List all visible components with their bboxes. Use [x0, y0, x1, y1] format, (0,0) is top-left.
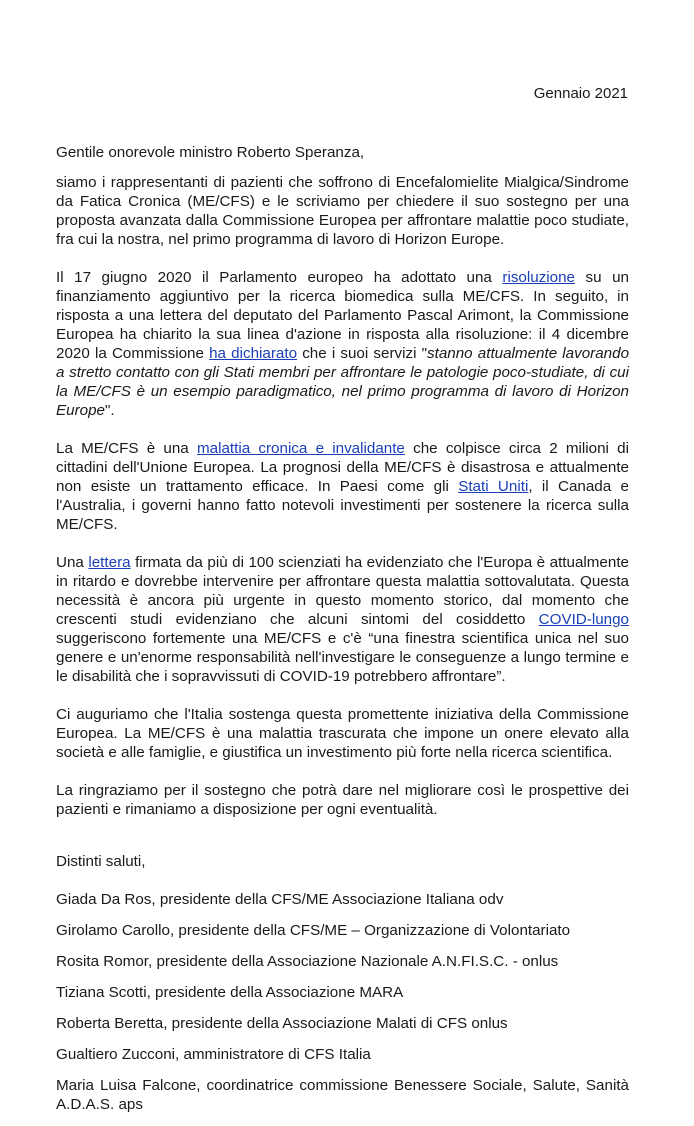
- paragraph-2: [56, 268, 629, 420]
- paragraph-2-text: che i suoi servizi ": [297, 345, 428, 362]
- signatory: Maria Luisa Falcone, coordinatrice commissione Benessere Sociale, Salute, Sanità A.D.A.S. aps: [56, 1077, 629, 1113]
- paragraph-4: [56, 553, 629, 686]
- malattia-cronica-link[interactable]: malattia cronica e invalidante: [196, 440, 405, 457]
- paragraph-6: La ringraziamo per il sostegno che potrà dare nel migliorare così le prospettive dei pazienti e rimaniamo a disposizione per ogni eventualità.: [56, 782, 629, 818]
- signatory: Giada Da Ros, presidente della CFS/ME Associazione Italiana odv: [56, 891, 504, 908]
- paragraph-4-text: suggeriscono fortemente una ME/CFS e c'è “una finestra scientifica unica nel suo genere e un'enorme responsabilità nell'investigare le conseguenze a lungo termine e le disabilità che i sopravvissuti di COVID-19 potrebbero affrontare”.: [56, 630, 629, 685]
- salutation: Gentile onorevole ministro Roberto Speranza,: [56, 144, 365, 161]
- covid-lungo-link[interactable]: COVID-lungo: [538, 611, 629, 628]
- ha-dichiarato-link[interactable]: ha dichiarato: [209, 345, 298, 362]
- paragraph-2-text: su un finanziamento aggiuntivo per la ricerca biomedica sulla ME/CFS. In seguito, in risposta a una lettera del deputato del Parlamento Pascal Arimont, la Commissione Europea ha chiarito la sua linea d'azione in risposta alla risoluzione: il 4 dicembre 2020 la Commissione: [56, 269, 629, 362]
- paragraph-2-text: Il 17 giugno 2020 il Parlamento europeo ha adottato una: [56, 269, 503, 286]
- closing-greeting: Distinti saluti,: [56, 853, 146, 870]
- signatory: Rosita Romor, presidente della Associazione Nazionale A.N.FI.S.C. - onlus: [56, 953, 559, 970]
- letter-date: Gennaio 2021: [533, 85, 628, 102]
- paragraph-3-text: che colpisce circa 2 milioni di cittadini dell'Unione Europea. La prognosi della ME/CFS è disastrosa e attualmente non esiste un trattamento efficace. In Paesi come gli: [56, 440, 629, 495]
- paragraph-1: siamo i rappresentanti di pazienti che soffrono di Encefalomielite Mialgica/Sindrome da Fatica Cronica (ME/CFS) e le scriviamo per chiedere il suo sostegno per una proposta avanzata dalla Commissione Europea per affrontare malattie poco studiate, fra cui la nostra, nel primo programma di lavoro di Horizon Europe.: [56, 174, 629, 248]
- paragraph-3-text: , il Canada e l'Australia, i governi hanno fatto notevoli investimenti per sostenere la ricerca sulla ME/CFS.: [56, 478, 630, 533]
- letter-body: [56, 143, 629, 1126]
- signatories-list: [56, 890, 629, 1114]
- signatory: Girolamo Carollo, presidente della CFS/ME – Organizzazione di Volontariato: [56, 922, 571, 939]
- paragraph-4-text: firmata da più di 100 scienziati ha evidenziato che l'Europa è attualmente in ritardo e dovrebbe intervenire per affrontare questa malattia sottovalutata. Questa necessità è ancora più urgente in questo momento storico, dal momento che crescenti studi evidenziano che alcuni sintomi del cosiddetto: [56, 554, 629, 628]
- paragraph-4-text: Una: [56, 554, 89, 571]
- paragraph-5: Ci auguriamo che l'Italia sostenga questa promettente iniziativa della Commissione Europea. La ME/CFS è una malattia trascurata che impone un onere elevato alla società e alle famiglie, e giustifica un investimento più forte nella ricerca scientifica.: [56, 706, 629, 761]
- paragraph-3-text: La ME/CFS è una: [56, 440, 197, 457]
- paragraph-3: [56, 439, 629, 534]
- signatory: Tiziana Scotti, presidente della Associazione MARA: [56, 984, 404, 1001]
- stati-uniti-link[interactable]: Stati Uniti: [458, 478, 529, 495]
- risoluzione-link[interactable]: risoluzione: [502, 269, 576, 286]
- signatory: Gualtiero Zucconi, amministratore di CFS Italia: [56, 1046, 371, 1063]
- paragraph-2-text: ".: [104, 402, 115, 419]
- lettera-link[interactable]: lettera: [88, 554, 131, 571]
- signatory: Roberta Beretta, presidente della Associazione Malati di CFS onlus: [56, 1015, 508, 1032]
- commission-quote: stanno attualmente lavorando a stretto contatto con gli Stati membri per affrontare le patologie poco-studiate, di cui la ME/CFS è un esempio paradigmatico, nel primo programma di lavoro di Horizon Europe: [56, 345, 630, 419]
